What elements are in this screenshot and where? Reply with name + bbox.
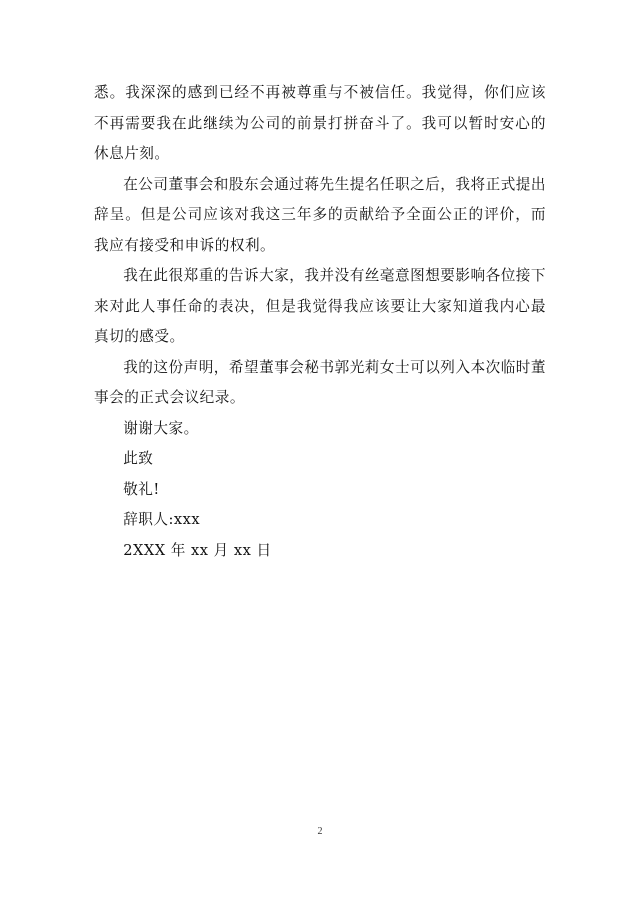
closing-salutation-2: 敬礼! — [123, 480, 160, 498]
paragraph-resignation: 在公司董事会和股东会通过蒋先生提名任职之后，我将正式提出辞呈。但是公司应该对我这三年多的贡献给予全面公正的评价，而我应有接受和申诉的权利。 — [94, 175, 546, 254]
signer-line: 辞职人:xxx — [123, 511, 201, 528]
date-line: 2XXX 年 xx 月 xx 日 — [123, 541, 272, 559]
document-body — [94, 78, 546, 566]
paragraph-continuation: 悉。我深深的感到已经不再被尊重与不被信任。我觉得，你们应该不再需要我在此继续为公司的前景打拼奋斗了。我可以暂时安心的休息片刻。 — [94, 84, 546, 162]
page-number: 2 — [317, 826, 323, 837]
paragraph-minutes-request: 我的这份声明，希望董事会秘书郭光莉女士可以列入本次临时董事会的正式会议纪录。 — [94, 358, 546, 406]
closing-salutation-1: 此致 — [123, 450, 154, 467]
paragraph-statement: 我在此很郑重的告诉大家，我并没有丝毫意图想要影响各位接下来对此人事任命的表决，但是我觉得我应该要让大家知道我内心最真切的感受。 — [94, 267, 546, 345]
closing-thanks: 谢谢大家。 — [123, 419, 199, 437]
